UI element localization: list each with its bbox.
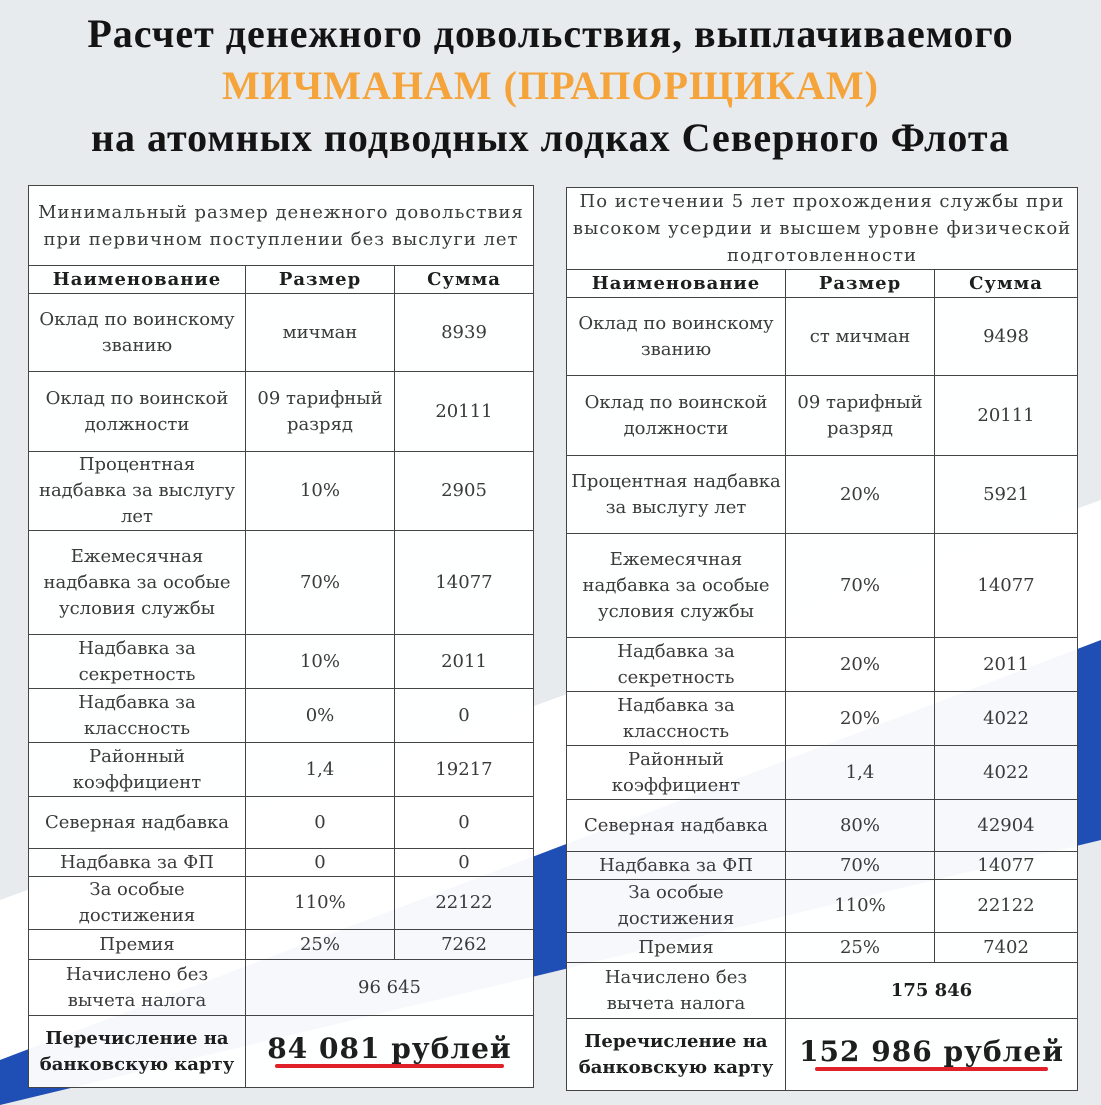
net-value-cell — [786, 1019, 1078, 1091]
row-name: Премия — [29, 930, 246, 960]
row-size: 110% — [246, 877, 395, 930]
row-name: Районный коэффициент — [29, 743, 246, 797]
row-name: Процентная надбавка за выслугу лет — [567, 456, 786, 534]
row-sum: 9498 — [935, 298, 1078, 376]
table-after-5-years-pay — [566, 187, 1078, 1091]
table-row — [567, 456, 1078, 534]
row-name: Оклад по воинской должности — [29, 372, 246, 452]
column-header-sum: Сумма — [395, 266, 534, 294]
row-sum: 14077 — [395, 531, 534, 635]
gross-value: 175 846 — [786, 963, 1078, 1019]
table-row — [567, 746, 1078, 800]
table-caption: Минимальный размер денежного довольствия при первичном поступлении без выслуги лет — [29, 186, 534, 266]
row-name: Надбавка за ФП — [567, 852, 786, 880]
row-size: 10% — [246, 452, 395, 531]
table-row — [29, 849, 534, 877]
row-sum: 2011 — [395, 635, 534, 689]
row-name: Северная надбавка — [567, 800, 786, 852]
table-row — [29, 689, 534, 743]
title-line-2-highlight: МИЧМАНАМ (ПРАПОРЩИКАМ) — [222, 63, 879, 108]
table-row — [567, 298, 1078, 376]
row-name: За особые достижения — [29, 877, 246, 930]
table-header-row — [29, 266, 534, 294]
row-size: 09 тарифный разряд — [786, 376, 935, 456]
row-size: 80% — [786, 800, 935, 852]
row-sum: 20111 — [395, 372, 534, 452]
row-name: Оклад по воинской должности — [567, 376, 786, 456]
column-header-sum: Сумма — [935, 270, 1078, 298]
row-name: Северная надбавка — [29, 797, 246, 849]
row-sum: 42904 — [935, 800, 1078, 852]
column-header-name: Наименование — [567, 270, 786, 298]
row-name: Оклад по воинскому званию — [567, 298, 786, 376]
net-label: Перечисление на банковскую карту — [567, 1019, 786, 1091]
row-name: Оклад по воинскому званию — [29, 294, 246, 372]
row-size: 0% — [246, 689, 395, 743]
table-row — [29, 797, 534, 849]
row-size: 70% — [786, 852, 935, 880]
row-sum: 7402 — [935, 933, 1078, 963]
row-size: 20% — [786, 456, 935, 534]
row-size: 70% — [246, 531, 395, 635]
table-row — [567, 638, 1078, 692]
net-row — [29, 1016, 534, 1088]
row-size: 25% — [786, 933, 935, 963]
row-name: За особые достижения — [567, 880, 786, 933]
table-row — [567, 376, 1078, 456]
row-size: 0 — [246, 849, 395, 877]
table-caption: По истечении 5 лет прохождения службы при высоком усердии и высшем уровне физической подготовленности — [567, 188, 1078, 270]
row-size: 1,4 — [786, 746, 935, 800]
title-line-1: Расчет денежного довольствия, выплачиваемого — [87, 11, 1014, 56]
table-row — [567, 800, 1078, 852]
row-name: Премия — [567, 933, 786, 963]
net-value: 152 986 рублей — [799, 1034, 1064, 1068]
row-size: 10% — [246, 635, 395, 689]
table-row — [567, 933, 1078, 963]
row-sum: 0 — [395, 849, 534, 877]
row-name: Районный коэффициент — [567, 746, 786, 800]
table-row — [567, 852, 1078, 880]
table-row — [567, 692, 1078, 746]
row-sum: 19217 — [395, 743, 534, 797]
row-size: 110% — [786, 880, 935, 933]
row-sum: 0 — [395, 797, 534, 849]
table-row — [29, 294, 534, 372]
gross-value: 96 645 — [246, 960, 534, 1016]
table-row — [29, 531, 534, 635]
table-row — [29, 743, 534, 797]
row-name: Надбавка за секретность — [567, 638, 786, 692]
page-title — [0, 0, 1101, 180]
table-row — [29, 372, 534, 452]
row-size: 0 — [246, 797, 395, 849]
net-label: Перечисление на банковскую карту — [29, 1016, 246, 1088]
row-name: Ежемесячная надбавка за особые условия службы — [29, 531, 246, 635]
title-line-3: на атомных подводных лодках Северного Флота — [90, 115, 1011, 160]
row-sum: 4022 — [935, 746, 1078, 800]
row-size: 70% — [786, 534, 935, 638]
row-sum: 2905 — [395, 452, 534, 531]
table-row — [29, 635, 534, 689]
row-sum: 0 — [395, 689, 534, 743]
table-row — [29, 877, 534, 930]
row-size: 09 тарифный разряд — [246, 372, 395, 452]
row-sum: 4022 — [935, 692, 1078, 746]
gross-label: Начислено без вычета налога — [567, 963, 786, 1019]
row-sum: 8939 — [395, 294, 534, 372]
row-name: Надбавка за секретность — [29, 635, 246, 689]
gross-row — [567, 963, 1078, 1019]
gross-row — [29, 960, 534, 1016]
column-header-name: Наименование — [29, 266, 246, 294]
row-sum: 14077 — [935, 852, 1078, 880]
table-row — [567, 880, 1078, 933]
row-name: Надбавка за ФП — [29, 849, 246, 877]
row-sum: 22122 — [395, 877, 534, 930]
row-sum: 20111 — [935, 376, 1078, 456]
row-size: мичман — [246, 294, 395, 372]
net-row — [567, 1019, 1078, 1091]
table-row — [567, 534, 1078, 638]
column-header-size: Размер — [786, 270, 935, 298]
table-row — [29, 930, 534, 960]
column-header-size: Размер — [246, 266, 395, 294]
row-size: 20% — [786, 638, 935, 692]
row-size: 20% — [786, 692, 935, 746]
row-name: Надбавка за классность — [567, 692, 786, 746]
table-initial-pay — [28, 185, 534, 1088]
row-name: Надбавка за классность — [29, 689, 246, 743]
row-name: Ежемесячная надбавка за особые условия службы — [567, 534, 786, 638]
row-size: 1,4 — [246, 743, 395, 797]
row-sum: 2011 — [935, 638, 1078, 692]
net-value-cell — [246, 1016, 534, 1088]
row-sum: 7262 — [395, 930, 534, 960]
gross-label: Начислено без вычета налога — [29, 960, 246, 1016]
row-sum: 5921 — [935, 456, 1078, 534]
table-header-row — [567, 270, 1078, 298]
row-sum: 22122 — [935, 880, 1078, 933]
row-sum: 14077 — [935, 534, 1078, 638]
row-size: ст мичман — [786, 298, 935, 376]
table-row — [29, 452, 534, 531]
net-value: 84 081 рублей — [267, 1031, 512, 1065]
row-size: 25% — [246, 930, 395, 960]
row-name: Процентная надбавка за выслугу лет — [29, 452, 246, 531]
